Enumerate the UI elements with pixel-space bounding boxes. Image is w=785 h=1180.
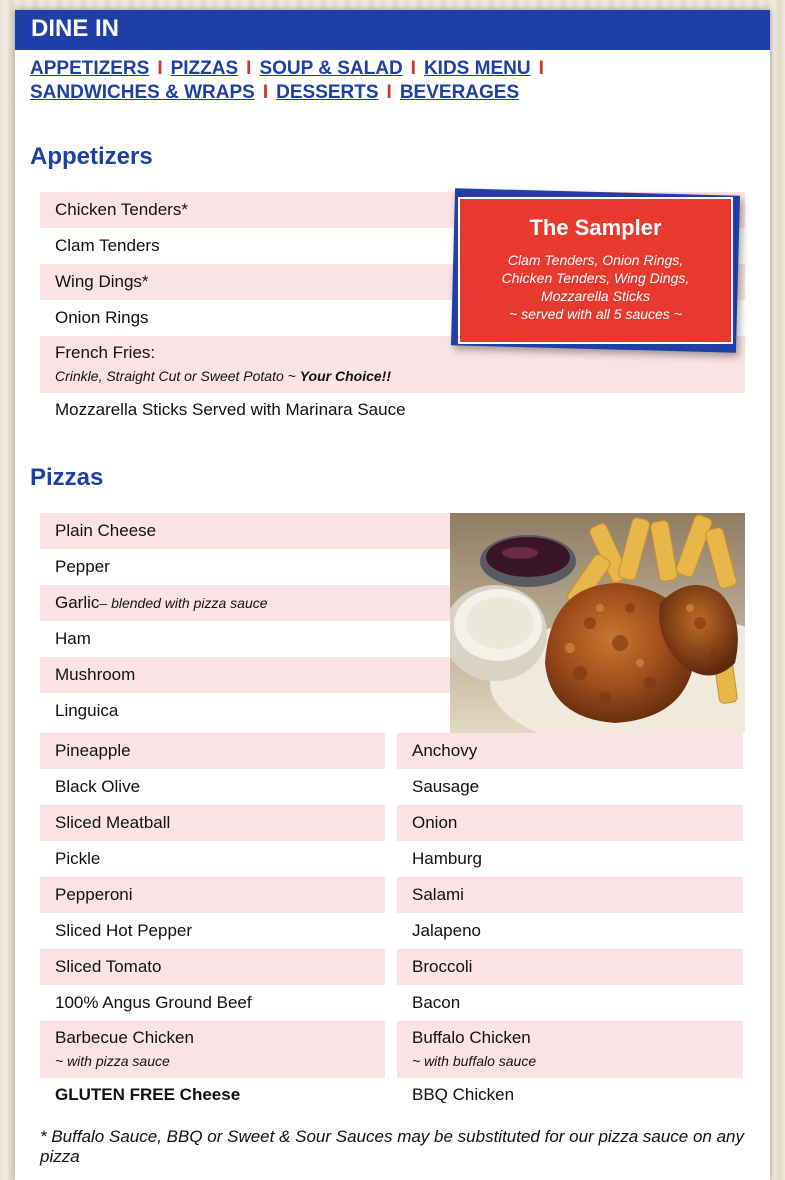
- menu-item-note: – blended with pizza sauce: [99, 595, 268, 611]
- nav-separator: I: [262, 82, 269, 103]
- menu-item: Pepperoni: [40, 877, 385, 913]
- menu-item-note: ~ with pizza sauce: [55, 1053, 170, 1069]
- menu-item: Black Olive: [55, 777, 141, 796]
- menu-item: BBQ Chicken: [412, 1085, 515, 1104]
- nav-separator: I: [386, 82, 392, 103]
- menu-item: Ham: [55, 629, 91, 648]
- sampler-line: Chicken Tenders, Wing Dings,: [501, 270, 690, 286]
- menu-item: Sausage: [412, 777, 480, 796]
- fries-choice: Your Choice!!: [299, 368, 391, 384]
- nav-link-soup-salad[interactable]: SOUP & SALAD: [259, 58, 403, 79]
- menu-item: Wing Dings*: [40, 264, 745, 300]
- menu-item-gluten-free: GLUTEN FREE Cheese: [55, 1085, 241, 1104]
- menu-item: Plain Cheese: [40, 513, 450, 549]
- sampler-line: Clam Tenders, Onion Rings,: [507, 252, 684, 268]
- menu-item: Sliced Tomato: [40, 949, 385, 985]
- nav-link-pizzas[interactable]: PIZZAS: [170, 58, 239, 79]
- nav-link-desserts[interactable]: DESSERTS: [276, 82, 379, 103]
- pizzas-heading: Pizzas: [30, 464, 104, 491]
- appetizers-heading: Appetizers: [30, 143, 153, 170]
- sampler-badge: [451, 188, 740, 352]
- sampler-line: Mozzarella Sticks: [541, 288, 650, 304]
- menu-item: Salami: [397, 877, 743, 913]
- nav-link-appetizers[interactable]: APPETIZERS: [30, 58, 150, 79]
- menu-item: Mozzarella Sticks Served with Marinara Sauce: [55, 400, 406, 419]
- menu-item-name: French Fries:: [55, 343, 156, 362]
- menu-item-description: [55, 368, 745, 384]
- menu-item: Hamburg: [412, 849, 482, 868]
- nav-link-kids-menu[interactable]: KIDS MENU: [423, 58, 531, 79]
- menu-item: Sliced Meatball: [40, 805, 385, 841]
- menu-item: Pickle: [55, 849, 101, 868]
- menu-item: 100% Angus Ground Beef: [55, 993, 252, 1012]
- menu-item: Onion: [397, 805, 743, 841]
- menu-item: Linguica: [55, 701, 119, 720]
- nav-separator: I: [157, 58, 163, 79]
- nav-separator: I: [410, 58, 416, 79]
- menu-item-name: Barbecue Chicken: [55, 1028, 194, 1047]
- fried-chicken-illustration: [450, 513, 745, 733]
- nav-separator: I: [246, 58, 252, 79]
- page-title: DINE IN: [15, 10, 770, 50]
- sampler-description: [460, 251, 731, 323]
- menu-item-name: Buffalo Chicken: [412, 1028, 531, 1047]
- menu-item-garlic: [40, 585, 450, 621]
- menu-item: Bacon: [412, 993, 461, 1012]
- menu-item: Broccoli: [397, 949, 743, 985]
- menu-item: Jalapeno: [412, 921, 482, 940]
- menu-item: Onion Rings: [55, 308, 149, 327]
- fries-options: Crinkle, Straight Cut or Sweet Potato ~: [55, 368, 300, 384]
- menu-item: Sliced Hot Pepper: [55, 921, 193, 940]
- menu-item: Clam Tenders: [55, 236, 160, 255]
- menu-item-name: Garlic: [55, 593, 100, 612]
- menu-item: Chicken Tenders*: [40, 192, 745, 228]
- nav-link-beverages[interactable]: BEVERAGES: [399, 82, 520, 103]
- menu-item-bbq-chicken: [40, 1021, 385, 1078]
- menu-item: Mushroom: [40, 657, 450, 693]
- menu-item: Anchovy: [397, 733, 743, 769]
- menu-item-buffalo-chicken: [397, 1021, 743, 1078]
- nav-separator: I: [538, 58, 544, 79]
- sampler-title: The Sampler: [529, 215, 662, 240]
- menu-page: [15, 10, 770, 1180]
- menu-item: Pepper: [55, 557, 110, 576]
- sampler-panel: [458, 197, 733, 344]
- sampler-line: ~ served with all 5 sauces ~: [509, 306, 682, 322]
- menu-item: Pineapple: [40, 733, 385, 769]
- menu-item-note: ~ with buffalo sauce: [412, 1053, 537, 1069]
- fried-chicken-photo: [450, 513, 745, 733]
- category-nav: [30, 57, 760, 105]
- sauce-footnote: * Buffalo Sauce, BBQ or Sweet & Sour Sauces may be substituted for our pizza sauce on any pizza: [40, 1127, 744, 1166]
- nav-link-sandwiches-wraps[interactable]: SANDWICHES & WRAPS: [30, 82, 255, 103]
